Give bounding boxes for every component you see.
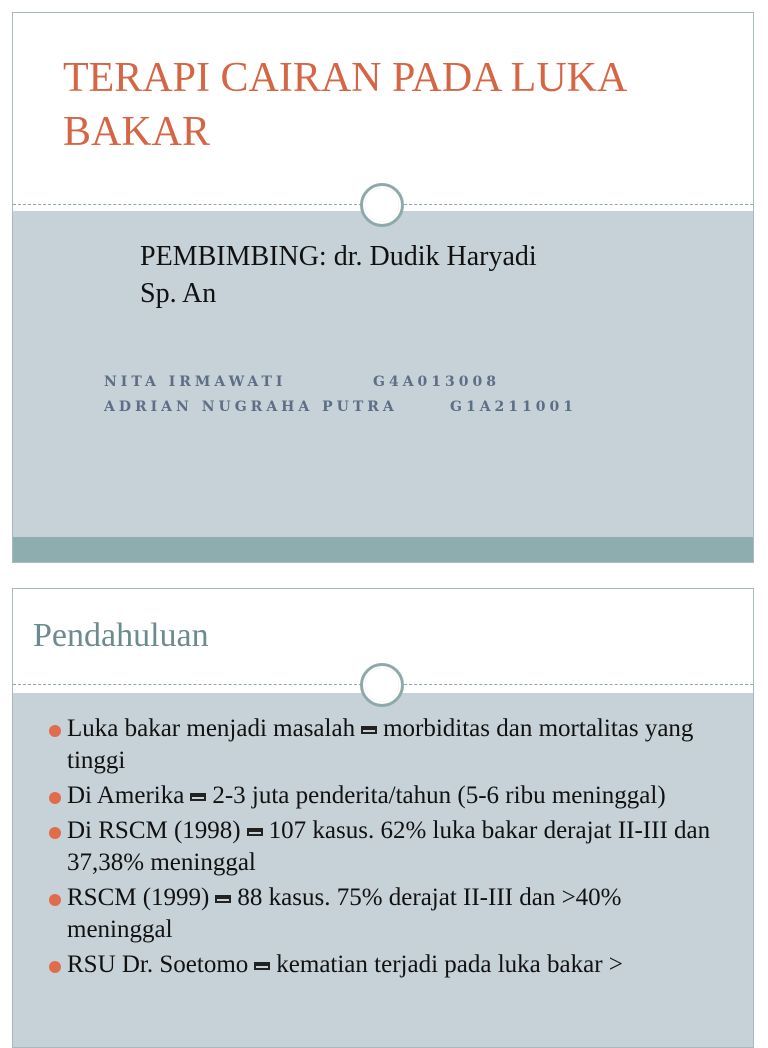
bullet-text-post: morbiditas dan mortalitas yang tinggi <box>67 715 694 774</box>
slide-title-line2: BAKAR <box>63 109 211 155</box>
bullet-text-post: 107 kasus. 62% luka bakar derajat II-III dan 37,38% meninggal <box>67 817 711 876</box>
author-name: NITA IRMAWATI <box>104 374 287 390</box>
arrow-icon <box>361 726 377 734</box>
bullet-dot-icon <box>49 961 61 973</box>
author-name: ADRIAN NUGRAHA PUTRA <box>104 399 398 415</box>
author-id: G4A013008 <box>373 374 501 390</box>
section-title: Pendahuluan <box>33 617 209 654</box>
author-row <box>104 395 704 420</box>
list-item <box>49 780 719 812</box>
list-item <box>49 713 719 777</box>
slide-title <box>63 51 723 159</box>
bullet-text-pre: Di Amerika <box>67 782 185 809</box>
bullet-dot-icon <box>49 827 61 839</box>
arrow-icon <box>254 962 270 970</box>
author-id: G1A211001 <box>450 399 578 415</box>
list-item <box>49 882 719 946</box>
supervisor-line1: PEMBIMBING: dr. Dudik Haryadi <box>140 241 537 272</box>
bullet-text-post: 88 kasus. 75% derajat II-III dan >40% meninggal <box>67 884 622 943</box>
circle-ornament-icon <box>360 183 404 227</box>
bullet-dot-icon <box>49 894 61 906</box>
list-item <box>49 949 719 981</box>
supervisor-line2: Sp. An <box>140 278 217 309</box>
list-item <box>49 815 719 879</box>
circle-ornament-icon <box>360 663 404 707</box>
bullet-text-pre: RSU Dr. Soetomo <box>67 951 249 978</box>
bullet-list <box>49 713 719 984</box>
content-slide <box>12 588 754 1048</box>
bullet-dot-icon <box>49 792 61 804</box>
author-list <box>104 370 704 420</box>
arrow-icon <box>190 793 206 801</box>
bullet-text-post: kematian terjadi pada luka bakar > <box>276 951 623 978</box>
slide-title-line1: TERAPI CAIRAN PADA LUKA <box>63 55 628 101</box>
supervisor-text <box>140 238 660 312</box>
footer-band <box>13 537 753 563</box>
bullet-text-post: 2-3 juta penderita/tahun (5-6 ribu meninggal) <box>212 782 666 809</box>
bullet-text-pre: RSCM (1999) <box>67 884 210 911</box>
arrow-icon <box>215 895 231 903</box>
bullet-text-pre: Luka bakar menjadi masalah <box>67 715 356 742</box>
author-row <box>104 370 704 395</box>
title-slide <box>12 12 754 563</box>
bullet-dot-icon <box>49 725 61 737</box>
bullet-text-pre: Di RSCM (1998) <box>67 817 241 844</box>
title-area <box>13 13 753 205</box>
arrow-icon <box>247 828 263 836</box>
